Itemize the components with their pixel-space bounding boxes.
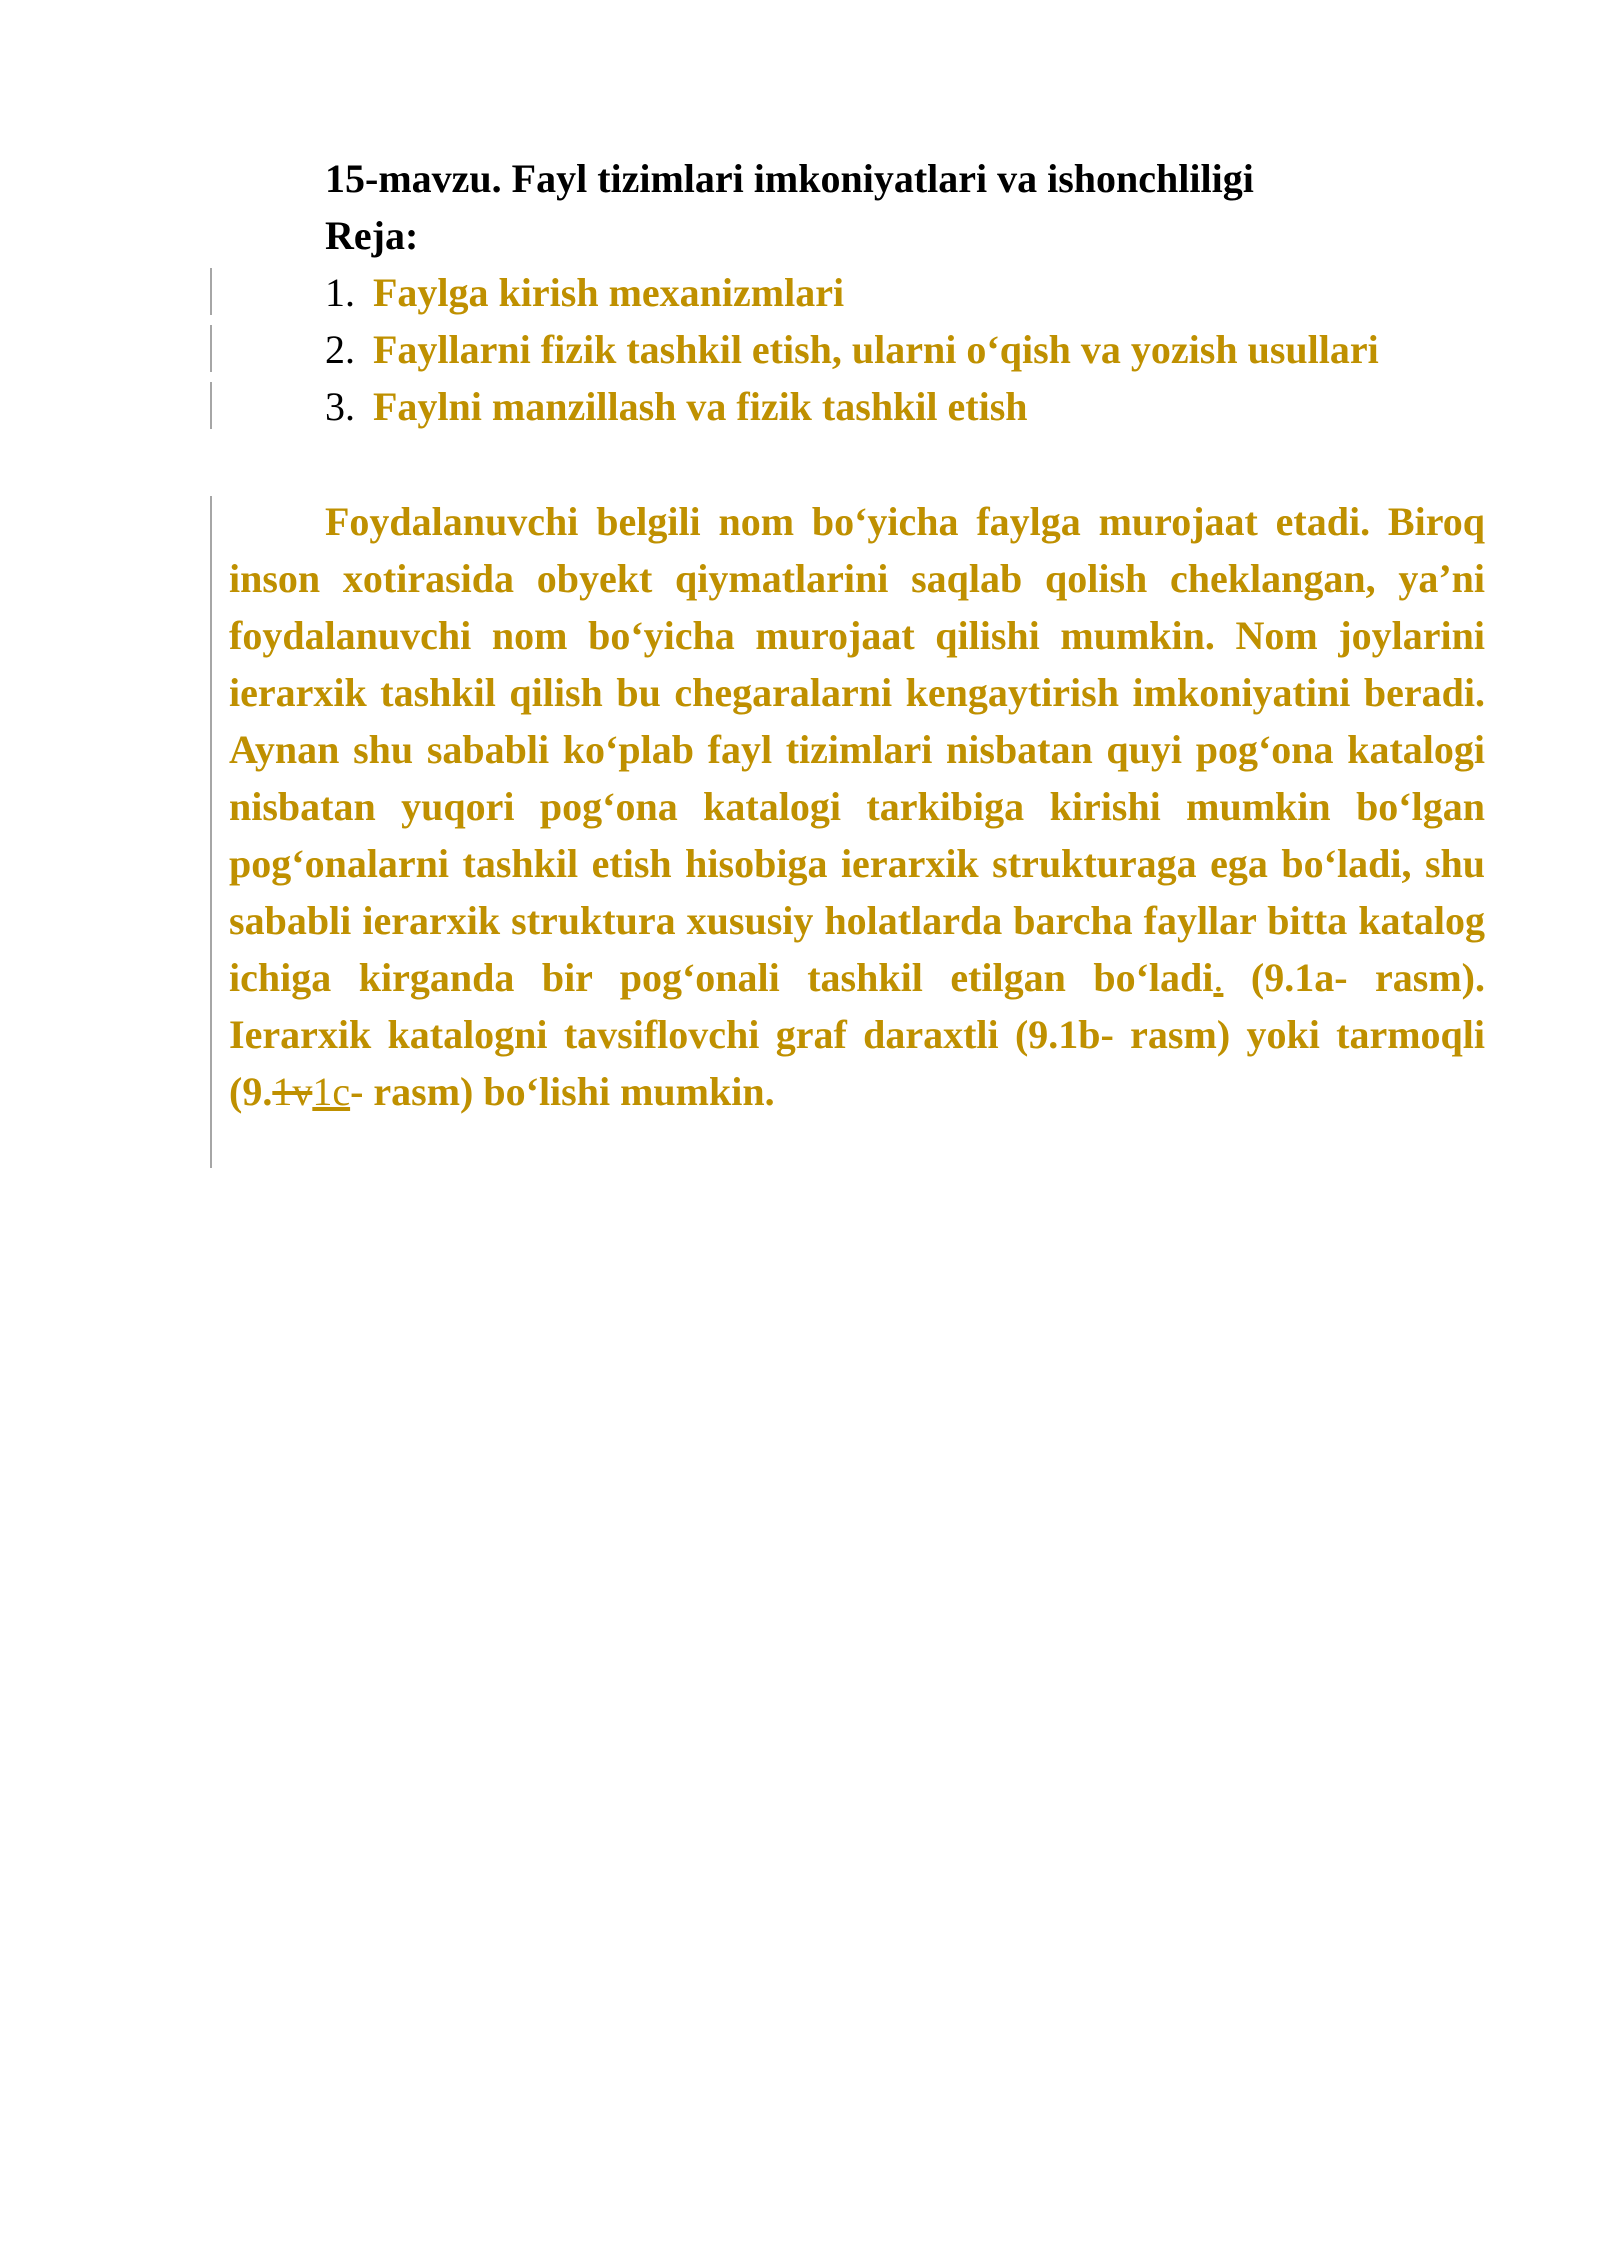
plan-item-text: Fayllarni fizik tashkil etish, ularni o‘qish va yozish usullari xyxy=(373,327,1379,372)
change-bar xyxy=(210,325,212,372)
change-bar xyxy=(210,496,212,1168)
document-title: 15-mavzu. Fayl tizimlari imkoniyatlari va ishonchliligi xyxy=(325,156,1254,201)
plan-heading: Reja: xyxy=(325,213,419,258)
plan-item xyxy=(325,264,1379,321)
tracked-insertion: 1c xyxy=(312,1069,351,1114)
plan-item xyxy=(325,321,1379,378)
plan-item-number: 2. xyxy=(325,327,355,372)
plan-list xyxy=(325,264,1379,435)
change-bar xyxy=(210,382,212,429)
paragraph-text: - rasm) bo‘lishi mumkin. xyxy=(350,1069,775,1114)
tracked-deletion: 1v xyxy=(272,1069,313,1114)
plan-item-text: Faylni manzillash va fizik tashkil etish xyxy=(373,384,1028,429)
plan-item-number: 3. xyxy=(325,384,355,429)
tracked-insertion: . xyxy=(1213,955,1224,1000)
plan-item-text: Faylga kirish mexanizmlari xyxy=(373,270,845,315)
paragraph-text: Foydalanuvchi belgili nom bo‘yicha faylga murojaat etadi. Biroq inson xotirasida obyekt qiymatlarini saqlab qolish cheklangan, ya’ni foydalanuvchi nom bo‘yicha murojaat qilishi mumkin. Nom joylarini ierarxik tashkil qilish bu chegaralarni kengaytirish imkoniyatini beradi. Aynan shu sababli ko‘plab fayl tizimlari nisbatan quyi pog‘ona katalogi nisbatan yuqori pog‘ona katalogi tarkibiga kirishi mumkin bo‘lgan pog‘onalarni tashkil etish hisobiga ierarxik strukturaga ega bo‘ladi, shu sababli ierarxik struktura xususiy holatlarda barcha fayllar bitta katalog ichiga kirganda bir pog‘onali tashkil etilgan bo‘ladi xyxy=(229,499,1485,1000)
paragraph-text: (9.1a- rasm). Ierarxik katalogni tavsiflovchi graf daraxtli (9.1b- rasm) yoki tarmoqli (9. xyxy=(229,955,1485,1114)
change-bar xyxy=(210,268,212,315)
plan-item xyxy=(325,378,1379,435)
body-paragraph xyxy=(229,493,1485,1120)
plan-item-number: 1. xyxy=(325,270,355,315)
